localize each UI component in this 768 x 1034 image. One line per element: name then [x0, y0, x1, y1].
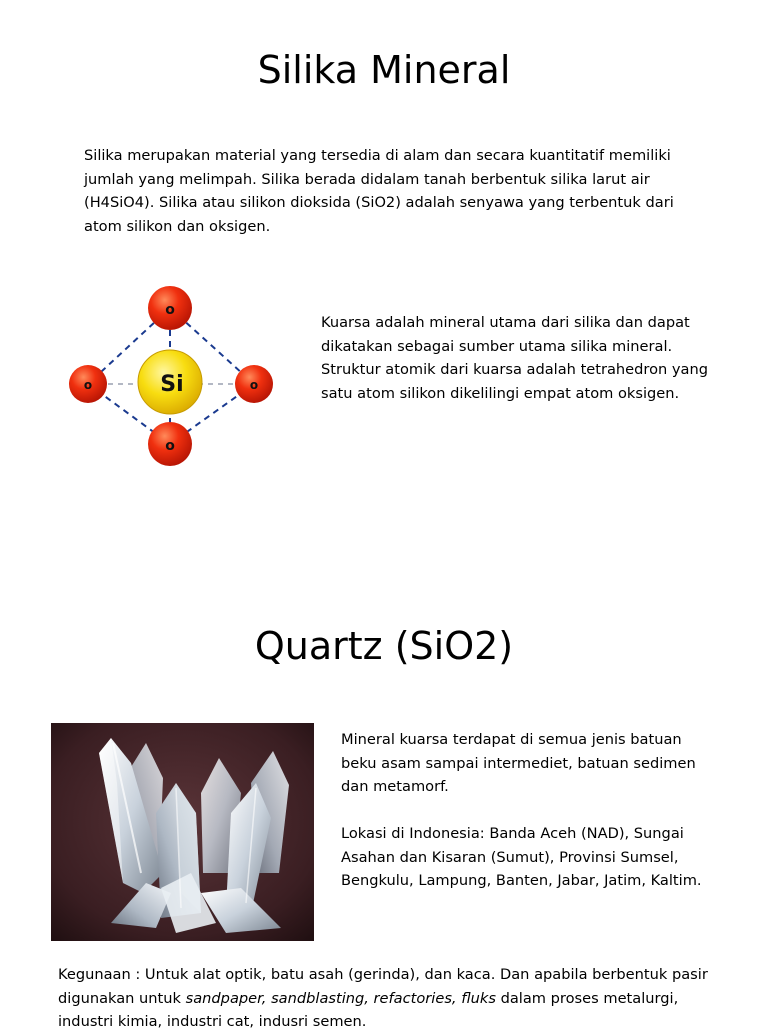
intro-paragraph: Silika merupakan material yang tersedia di alam dan secara kuantitatif memiliki jumlah yang melimpah. Silika berada didalam tanah berbentuk silika larut air (H4SiO4). Silika atau silikon dioksida (SiO2) adalah senyawa yang terbentuk dari atom silikon dan oksigen. [84, 147, 674, 235]
kuarsa-paragraph-1: Kuarsa adalah mineral utama dari silika dan dapat dikatakan sebagai sumber utama silika mineral. [321, 314, 690, 355]
kegunaan-text-start: Kegunaan : Untuk alat optik, batu asah (gerinda), dan kaca. Dan apabila berbentuk pasir digunakan untuk [58, 966, 708, 1007]
oxygen-label-right: o [249, 378, 259, 392]
slide-title-quartz: Quartz (SiO2) [254, 624, 514, 668]
silicon-label: Si [160, 372, 184, 397]
quartz-description: Mineral kuarsa terdapat di semua jenis batuan beku asam sampai intermediet, batuan sedimen dan metamorf. [341, 731, 696, 795]
quartz-crystal-photo [51, 723, 314, 941]
kuarsa-paragraph-2: Struktur atomik dari kuarsa adalah tetrahedron yang satu atom silikon dikelilingi empat atom oksigen. [321, 361, 709, 402]
kuarsa-description [321, 311, 711, 405]
oxygen-label-bottom: o [165, 438, 175, 454]
quartz-location: Lokasi di Indonesia: Banda Aceh (NAD), Sungai Asahan dan Kisaran (Sumut), Provinsi Sumsel, Bengkulu, Lampung, Banten, Jabar, Jatim, Kaltim. [341, 825, 702, 889]
kegunaan-paragraph [58, 963, 738, 1034]
oxygen-label-top: o [165, 302, 175, 318]
silica-tetrahedron-diagram [62, 282, 282, 472]
oxygen-label-left: o [83, 378, 93, 392]
kegunaan-italic-terms: sandpaper, sandblasting, refactories, fluks [185, 989, 496, 1007]
slide-title-silika: Silika Mineral [257, 48, 511, 92]
kegunaan-text-end: dalam proses metalurgi, industri kimia, industri cat, indusri semen. [58, 989, 679, 1030]
